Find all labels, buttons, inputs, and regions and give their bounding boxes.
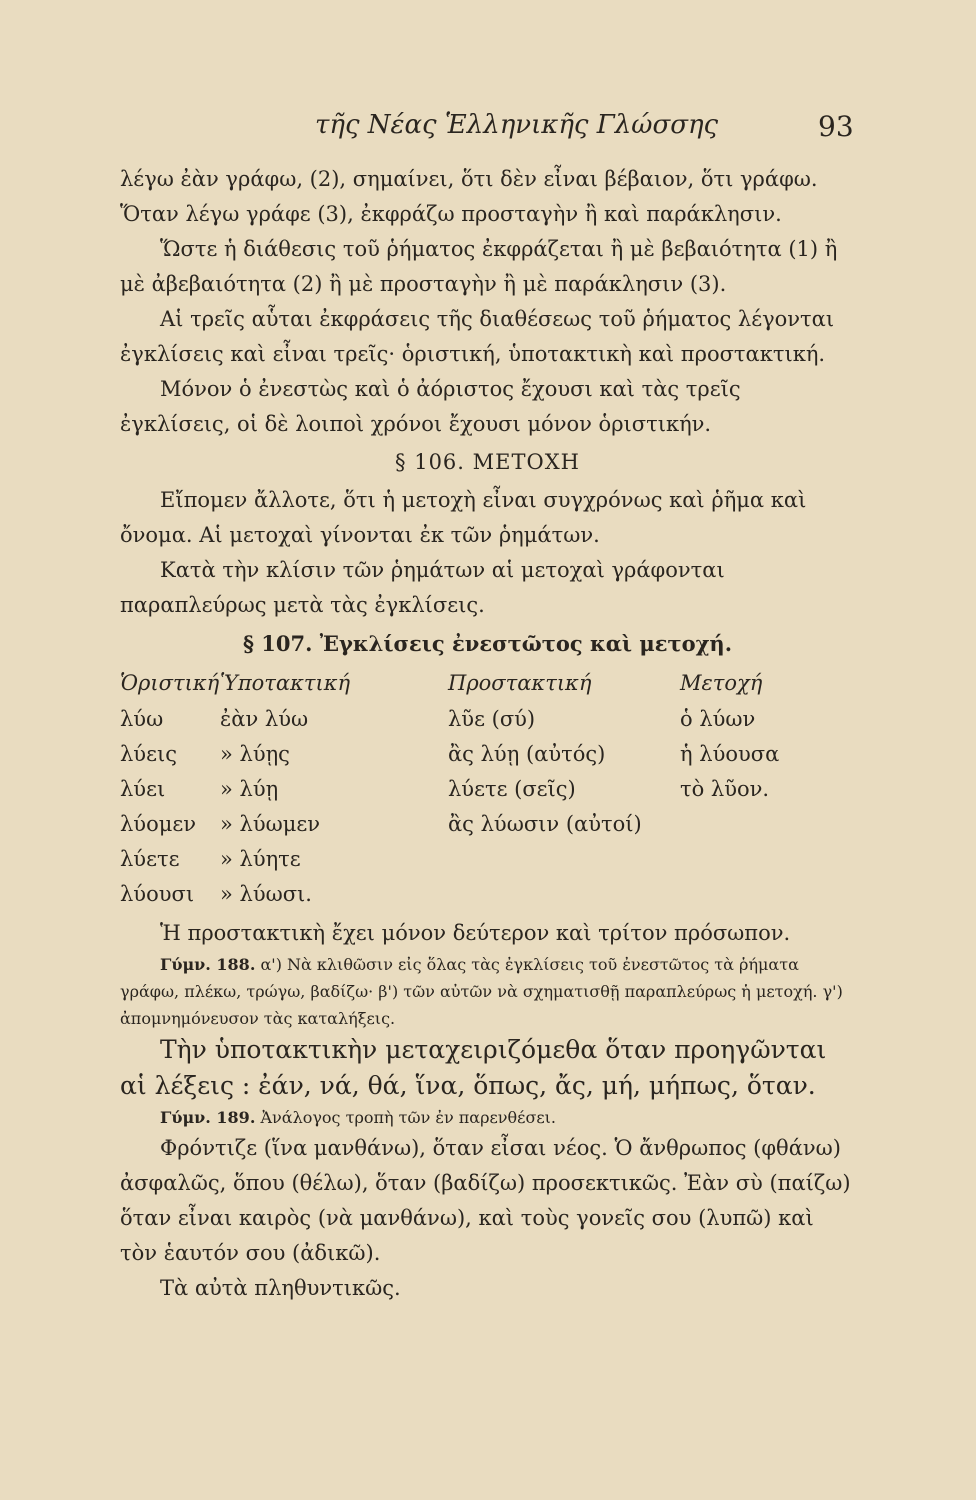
paragraph-2: Ὥστε ἡ διάθεσις τοῦ ῥήματος ἐκφράζεται ἢ μὲ βεβαιότητα (1) ἢ μὲ ἀβεβαιότητα (2) ἢ μὲ προσταγὴν ἢ μὲ παράκλησιν (3). <box>120 237 838 296</box>
table-header: Μετοχή <box>680 670 763 695</box>
table-cell: » λύητε <box>220 847 301 871</box>
table-header: Προστακτική <box>448 670 592 695</box>
table-cell: ἡ λύουσα <box>680 742 780 766</box>
exercise-188-label: Γύμν. 188. <box>160 955 256 974</box>
table-row <box>120 842 855 877</box>
conjugation-table <box>120 664 855 912</box>
table-cell: ἐὰν λύω <box>220 707 309 731</box>
page-body <box>120 162 855 1306</box>
table-cell: » λύῃς <box>220 742 290 766</box>
table-cell: » λύωσι. <box>220 882 312 906</box>
table-cell: λύετε <box>120 847 180 871</box>
section-106-heading <box>120 445 855 480</box>
exercise-188 <box>120 951 855 1032</box>
table-header: Ὑποτακτική <box>220 670 351 695</box>
table-row <box>120 737 855 772</box>
section-106-title: § 106. ΜΕΤΟΧΗ <box>395 450 580 474</box>
running-header <box>0 110 976 150</box>
table-cell: » λύῃ <box>220 777 279 801</box>
table-cell: λύω <box>120 707 164 731</box>
table-row <box>120 807 855 842</box>
table-cell: ἂς λύῃ (αὐτός) <box>448 742 606 766</box>
exercise-189 <box>120 1104 855 1131</box>
table-cell: τὸ λῦον. <box>680 777 770 801</box>
subjunctive-rule: Τὴν ὑποτακτικὴν μεταχειριζόμεθα ὅταν προηγῶνται αἱ λέξεις : ἐάν, νά, θά, ἵνα, ὅπως, ἄς, μή, μήπως, ὅταν. <box>120 1035 827 1100</box>
table-cell: ὁ λύων <box>680 707 756 731</box>
table-cell: λῦε (σύ) <box>448 707 536 731</box>
table-cell: λύομεν <box>120 812 197 836</box>
table-row <box>120 702 855 737</box>
table-cell <box>448 842 680 877</box>
table-cell: λύεις <box>120 742 177 766</box>
exercise-sentences: Φρόντιζε (ἵνα μανθάνω), ὅταν εἶσαι νέος. Ὁ ἄνθρωπος (φθάνω) ἀσφαλῶς, ὅπου (θέλω), ὅταν (βαδίζω) προσεκτικῶς. Ἐὰν σὺ (παίζω) ὅταν εἶναι καιρὸς (νὰ μανθάνω), καὶ τοὺς γονεῖς σου (λυπῶ) καὶ τὸν ἑαυτόν σου (ἀδικῶ). <box>120 1136 851 1265</box>
page-number: 93 <box>818 110 854 143</box>
table-cell: ἂς λύωσιν (αὐτοί) <box>448 812 642 836</box>
section-107-heading: § 107. Ἐγκλίσεις ἐνεστῶτος καὶ μετοχή. <box>243 631 732 656</box>
table-header-row <box>120 664 855 702</box>
table-cell: λύουσι <box>120 882 195 906</box>
table-cell <box>680 842 855 877</box>
table-cell <box>680 877 855 912</box>
table-row <box>120 877 855 912</box>
paragraph-4: Μόνον ὁ ἐνεστὼς καὶ ὁ ἀόριστος ἔχουσι καὶ τὰς τρεῖς ἐγκλίσεις, οἱ δὲ λοιποὶ χρόνοι ἔχουσι μόνον ὁριστικήν. <box>120 377 741 436</box>
table-cell: λύει <box>120 777 166 801</box>
paragraph-6: Κατὰ τὴν κλίσιν τῶν ῥημάτων αἱ μετοχαὶ γράφονται παραπλεύρως μετὰ τὰς ἐγκλίσεις. <box>120 558 725 617</box>
table-cell <box>448 877 680 912</box>
running-title: τῆς Νέας Ἑλληνικῆς Γλώσσης <box>315 110 719 140</box>
exercise-188-text: α') Νὰ κλιθῶσιν εἰς ὅλας τὰς ἐγκλίσεις τοῦ ἐνεστῶτος τὰ ῥήματα γράφω, πλέκω, τρώγω, βαδίζω· β') τῶν αὐτῶν νὰ σχηματισθῇ παραπλεύρως ἡ μετοχή. γ') ἀπομνημόνευσον τὰς καταλήξεις. <box>120 955 843 1028</box>
note-imperative: Ἡ προστακτικὴ ἔχει μόνον δεύτερον καὶ τρίτον πρόσωπον. <box>160 921 791 945</box>
paragraph-3: Αἱ τρεῖς αὗται ἐκφράσεις τῆς διαθέσεως τοῦ ῥήματος λέγονται ἐγκλίσεις καὶ εἶναι τρεῖς· ὁριστική, ὑποτακτικὴ καὶ προστακτική. <box>120 307 835 366</box>
paragraph-5: Εἴπομεν ἄλλοτε, ὅτι ἡ μετοχὴ εἶναι συγχρόνως καὶ ῥῆμα καὶ ὄνομα. Αἱ μετοχαὶ γίνονται ἐκ τῶν ῥημάτων. <box>120 488 807 547</box>
plural-instruction: Τὰ αὐτὰ πληθυντικῶς. <box>160 1276 401 1300</box>
table-cell: λύετε (σεῖς) <box>448 777 576 801</box>
exercise-189-label: Γύμν. 189. <box>160 1108 256 1127</box>
table-row <box>120 772 855 807</box>
paragraph-1: λέγω ἐὰν γράφω, (2), σημαίνει, ὅτι δὲν εἶναι βέβαιον, ὅτι γράφω. Ὅταν λέγω γράφε (3), ἐκφράζω προσταγὴν ἢ καὶ παράκλησιν. <box>120 167 818 226</box>
exercise-189-text: Ἀνάλογος τροπὴ τῶν ἐν παρενθέσει. <box>260 1108 557 1127</box>
table-cell: » λύωμεν <box>220 812 321 836</box>
table-header: Ὁριστική <box>120 670 220 695</box>
table-cell <box>680 807 855 842</box>
